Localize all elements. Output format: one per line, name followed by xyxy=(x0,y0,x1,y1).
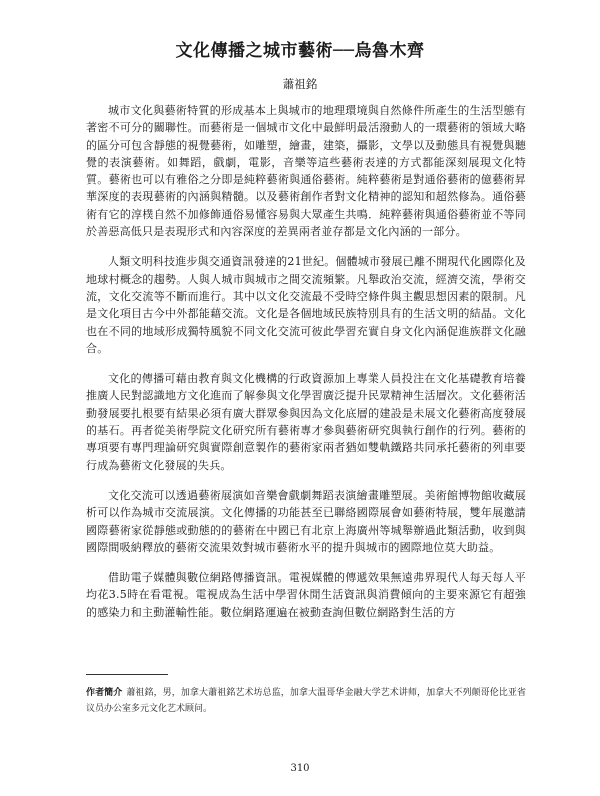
page-number: 310 xyxy=(290,763,310,774)
footnote-text: 蕭祖銘，男，加拿大蕭祖銘艺术坊总监，加拿大温哥华金融大学艺术讲师，加拿大不列颠哥伦比亚省议员办公室多元文化艺术顾问。 xyxy=(86,688,526,714)
author-footnote xyxy=(86,685,526,717)
paragraph-2: 人類文明科技進步與交通資訊發達的21世紀。個體城市發展已離不開現代化國際化及地球村概念的趨勢。人與人城市與城市之間交流頻繁。凡舉政治交流，經濟交流，學術交流，文化交流等不斷而進行。其中以文化交流最不受時空條件與主觀思想因素的限制。凡是文化項目古今中外都能藉交流。文化是各個地域民族特別具有的生活文明的結晶。文化也在不同的地域形成獨特風貌不同文化交流可彼此學習充實自身文化內涵促進族群文化融合。 xyxy=(86,255,526,355)
footnote-divider xyxy=(86,674,168,675)
paragraph-1: 城市文化與藝術特質的形成基本上與城市的地理環境與自然條件所產生的生活型態有著密不可分的關聯性。而藝術是一個城市文化中最鮮明最活潑動人的一環藝術的領域大略的區分可包含靜態的視覺藝術，如雕塑，繪畫，建築，攝影，文學以及動態具有視覺與聽覺的表演藝術。如舞蹈，戲劇，電影，音樂等這些藝術表達的方式都能深刻展現文化特質。藝術也可以有雅俗之分即是純粹藝術與通俗藝術。純粹藝術是對通俗藝術的億藝術昇華深度的表現藝術的內涵與精髓。以及藝術創作者對文化精神的認知和超然修為。通俗藝術有它的淳樸自然不加修飾通俗易懂容易與大眾產生共鳴．純粹藝術與通俗藝術並不等同於善惡高低只是表現形式和內容深度的差異兩者並存都是文化內涵的一部分。 xyxy=(86,104,526,239)
footnote-label: 作者簡介 xyxy=(86,688,123,698)
paragraph-3: 文化的傳播可藉由教育與文化機構的行政資源加上專業人員投注在文化基礎教育培養推廣人民對認識地方文化進而了解參與文化學習廣泛提升民眾精神生活層次。文化藝術活動發展要扎根要有結果必須有廣大群眾參與因為文化底層的建設是未展文化藝術高度發展的基石。再者從美術學院文化研究所有藝術專才參與藝術研究與執行創作的行列。藝術的專項要有專門理論研究與實際創意製作的藝術家兩者猶如雙軌鐵路共同承托藝術的列車要行成為藝術文化發展的失兵。 xyxy=(86,372,526,472)
author-name: 蕭祖銘 xyxy=(282,77,318,91)
paragraph-4: 文化交流可以透過藝術展演如音樂會戲劇舞蹈表演繪畫雕塑展。美術館博物館收藏展析可以作為城市交流展演。文化傳播的功能甚至已聯絡國際展會如藝術特展，雙年展邀請國際藝術家從靜態或動態的的藝術在中國已有北京上海廣州等城舉辦過此類活動，收到與國際間吸納釋放的藝術交流果效對城市藝術水平的提升與城市的國際地位莫大助益。 xyxy=(86,488,526,554)
paragraph-5: 借助電子媒體與數位網路傳播資訊。電視媒體的傳遞效果無遠弗界現代人每天每人平均花3.5時在看電視。電視成為生活中學習休閒生活資訊與消費傾向的主要來源它有超強的感染力和主動灌輸性能。數位網路運遍在被動查詢但數位網路對生活的方 xyxy=(86,571,526,619)
article-title: 文化傳播之城市藝術──烏魯木齊 xyxy=(175,41,425,61)
article-body xyxy=(86,102,526,634)
